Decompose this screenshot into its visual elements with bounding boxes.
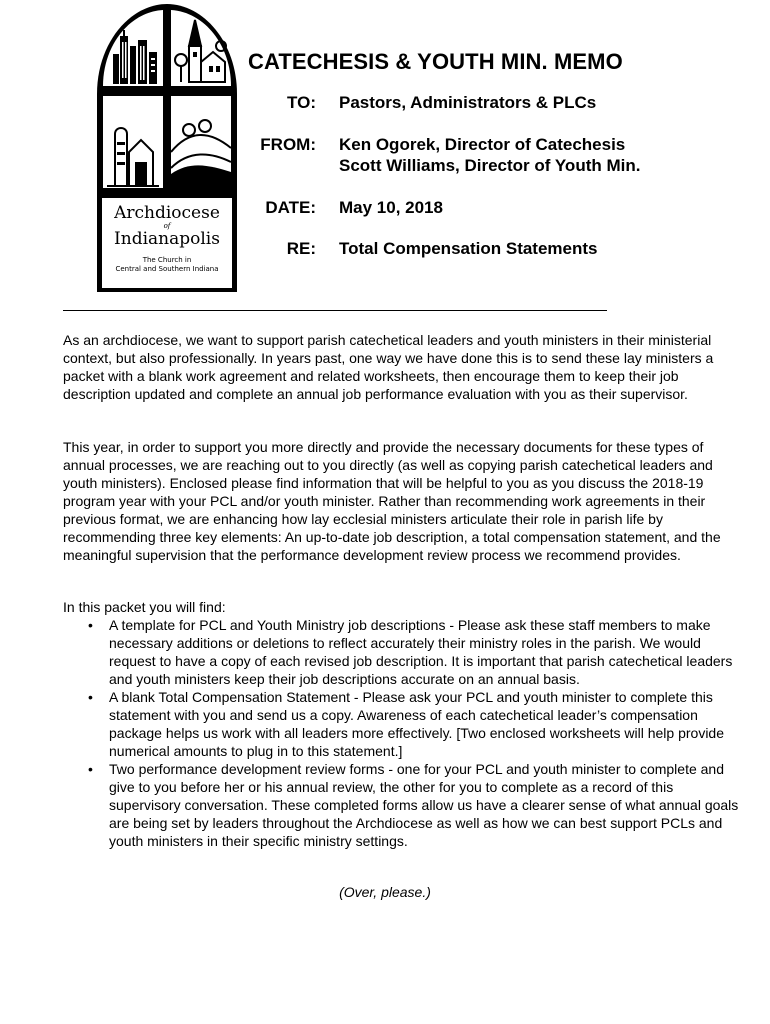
bullet-icon: • [88,761,93,777]
memo-title: CATECHESIS & YOUTH MIN. MEMO [248,49,623,74]
list-item [63,760,747,850]
from-value-2: Scott Williams, Director of Youth Min. [339,156,641,175]
list-item-text: Two performance development review forms - one for your PCL and youth minister to complete and give to you before her or his annual review, the other for you to complete as a record of this supervisory conversation. These completed forms allow us have a clearer sense of what annual goals are being set by leaders throughout the Archdiocese as well as how we can best support PCLs and youth ministers in their specific ministry settings. [109,761,739,849]
list-item [63,616,747,688]
archdiocese-logo [93,2,241,294]
logo-org-of: of [163,222,171,230]
body-paragraph-1 [63,331,747,403]
list-item-text: A blank Total Compensation Statement - Please ask your PCL and youth minister to complete this statement with you and send us a copy. Awareness of each catechetical leader’s compensation package helps us work with all leaders more effectively. [Two enclosed worksheets will help provide numerical amounts to plug in to this statement.] [109,689,725,759]
list-item-text: A template for PCL and Youth Ministry job descriptions - Please ask these staff members to make necessary additions or deletions to reflect accurately their ministry roles in the parish. We would request to have a copy of each revised job description. It is important that parish catechetical leaders and youth ministers keep their job descriptions accurate on an annual basis. [109,617,733,687]
logo-org-line2: Indianapolis [114,229,220,249]
header-divider [63,310,607,311]
list-item [63,688,747,760]
bullet-icon: • [88,617,93,633]
date-value: May 10, 2018 [339,198,443,217]
to-value: Pastors, Administrators & PLCs [339,93,597,112]
list-intro: In this packet you will find: [63,599,226,615]
closing-note: (Over, please.) [339,884,431,900]
logo-org-line1: Archdiocese [114,203,220,223]
paragraph-text: As an archdiocese, we want to support parish catechetical leaders and youth ministers in their ministerial context, but also professionally. In years past, one way we have done this is to send these lay ministers a packet with a blank work agreement and related worksheets, then encourage them to keep their job description updated and complete an annual job performance evaluation with you as their supervisor. [63,332,714,402]
logo-tagline-2: Central and Southern Indiana [115,265,219,273]
logo-tagline-1: The Church in [142,256,192,264]
to-label: TO: [287,93,316,112]
paragraph-text: This year, in order to support you more directly and provide the necessary documents for these types of annual processes, we are reaching out to you directly (as well as copying parish catechetical leaders and youth ministers). Enclosed please find information that will be helpful to you as you discuss the 2018-19 program year with your PCL and/or youth minister. Rather than recommending work agreements in their previous format, we are enhancing how lay ecclesial ministers articulate their role in parish life by recommending three key elements: An up-to-date job description, a total compensation statement, and the meaningful supervision that the performance development review process we recommend provides. [63,439,721,563]
from-value-1: Ken Ogorek, Director of Catechesis [339,135,626,154]
re-label: RE: [286,239,316,258]
packet-contents [63,598,747,850]
body-paragraph-2 [63,438,747,564]
date-label: DATE: [265,198,316,217]
re-value: Total Compensation Statements [339,239,598,258]
from-label: FROM: [260,135,316,154]
bullet-icon: • [88,689,93,705]
bullet-list [63,616,747,850]
